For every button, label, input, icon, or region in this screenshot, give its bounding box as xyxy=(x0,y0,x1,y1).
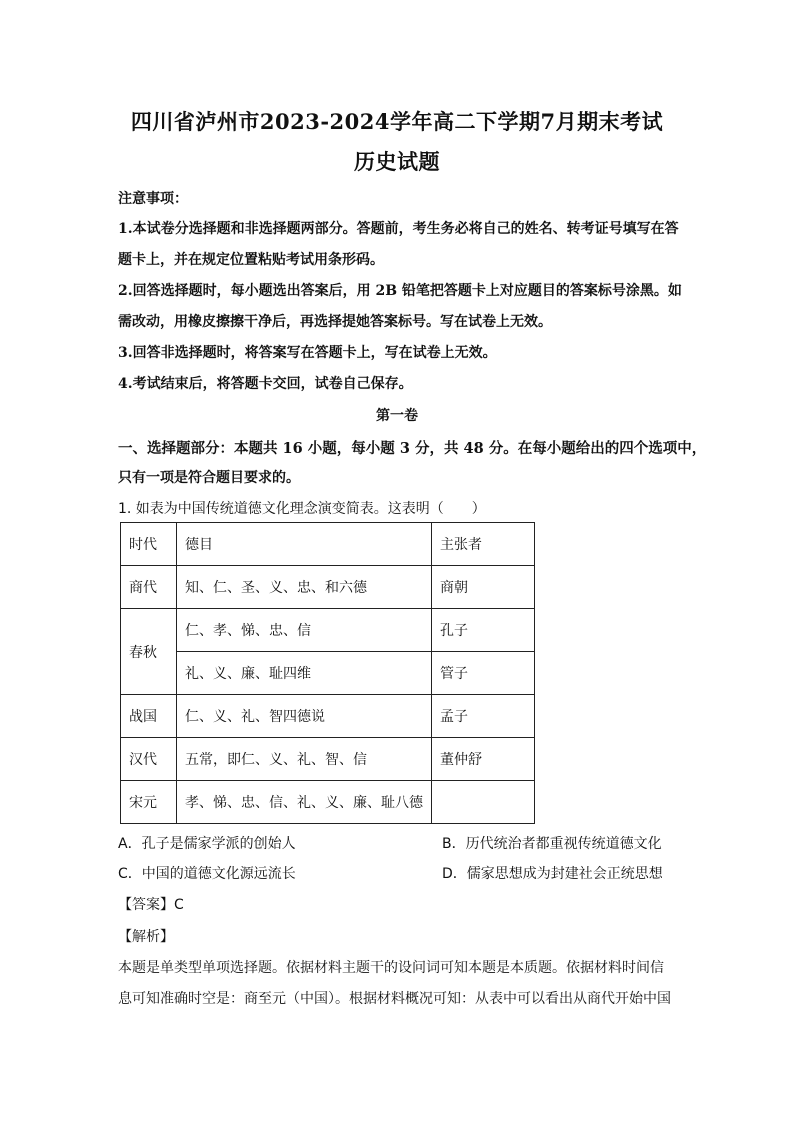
table-cell: 孟子 xyxy=(432,695,535,738)
analysis-heading: 【解析】 xyxy=(118,929,174,945)
table-cell: 知、仁、圣、义、忠、和六德 xyxy=(177,566,432,609)
analysis-line: 息可知准确时空是：商至元（中国）。根据材料概况可知：从表中可以看出从商代开始中国 xyxy=(118,991,671,1007)
notice-line: 题卡上，并在规定位置粘贴考试用条形码。 xyxy=(118,252,384,268)
table-header-cell: 主张者 xyxy=(432,523,535,566)
table-cell: 商代 xyxy=(121,566,177,609)
table-cell: 五常，即仁、义、礼、智、信 xyxy=(177,738,432,781)
notice-line: 2.回答选择题时，每小题选出答案后，用 2B 铅笔把答题卡上对应题目的答案标号涂黑。如 xyxy=(118,283,682,299)
table-cell: 仁、孝、悌、忠、信 xyxy=(177,609,432,652)
option-b: B．历代统治者都重视传统道德文化 xyxy=(442,836,662,852)
page-title: 四川省泸州市2023-2024学年高二下学期7月期末考试 xyxy=(130,109,664,134)
table-row xyxy=(121,652,535,695)
table-cell: 汉代 xyxy=(121,738,177,781)
notice-line: 需改动，用橡皮擦擦干净后，再选择提她答案标号。写在试卷上无效。 xyxy=(118,314,552,330)
option-c: C．中国的道德文化源远流长 xyxy=(118,866,296,882)
table-cell: 宋元 xyxy=(121,781,177,824)
notice-line: 4.考试结束后，将答题卡交回，试卷自己保存。 xyxy=(118,376,413,392)
answer-label: 【答案】C xyxy=(118,897,184,913)
table-header-cell: 德目 xyxy=(177,523,432,566)
table-cell: 春秋 xyxy=(121,609,177,695)
table-row xyxy=(121,609,535,652)
table-cell: 孝、悌、忠、信、礼、义、廉、耻八德 xyxy=(177,781,432,824)
table-row xyxy=(121,695,535,738)
question-table xyxy=(120,522,535,824)
table-cell: 董仲舒 xyxy=(432,738,535,781)
section-instruction: 一、选择题部分：本题共 16 小题，每小题 3 分，共 48 分。在每小题给出的四个选项中， xyxy=(118,440,707,457)
analysis-line: 本题是单类型单项选择题。依据材料主题干的设问词可知本题是本质题。依据材料时间信 xyxy=(118,960,664,976)
option-a: A．孔子是儒家学派的创始人 xyxy=(118,836,296,852)
table-cell xyxy=(432,781,535,824)
table-cell: 战国 xyxy=(121,695,177,738)
notice-heading: 注意事项： xyxy=(118,191,188,207)
table-header-row xyxy=(121,523,535,566)
option-d: D．儒家思想成为封建社会正统思想 xyxy=(442,866,663,882)
table-cell: 礼、义、廉、耻四维 xyxy=(177,652,432,695)
table-header-cell: 时代 xyxy=(121,523,177,566)
table-cell: 孔子 xyxy=(432,609,535,652)
section-instruction: 只有一项是符合题目要求的。 xyxy=(118,470,300,486)
table-cell: 管子 xyxy=(432,652,535,695)
table-cell: 仁、义、礼、智四德说 xyxy=(177,695,432,738)
question-stem: 1. 如表为中国传统道德文化理念演变简表。这表明（ ） xyxy=(118,501,486,517)
notice-line: 3.回答非选择题时，将答案写在答题卡上，写在试卷上无效。 xyxy=(118,345,497,361)
notice-line: 1.本试卷分选择题和非选择题两部分。答题前，考生务必将自己的姓名、转考证号填写在答 xyxy=(118,221,679,237)
table-row xyxy=(121,738,535,781)
page-subtitle: 历史试题 xyxy=(354,149,440,174)
table-cell: 商朝 xyxy=(432,566,535,609)
table-row xyxy=(121,781,535,824)
table-row xyxy=(121,566,535,609)
part-label: 第一卷 xyxy=(376,408,418,424)
